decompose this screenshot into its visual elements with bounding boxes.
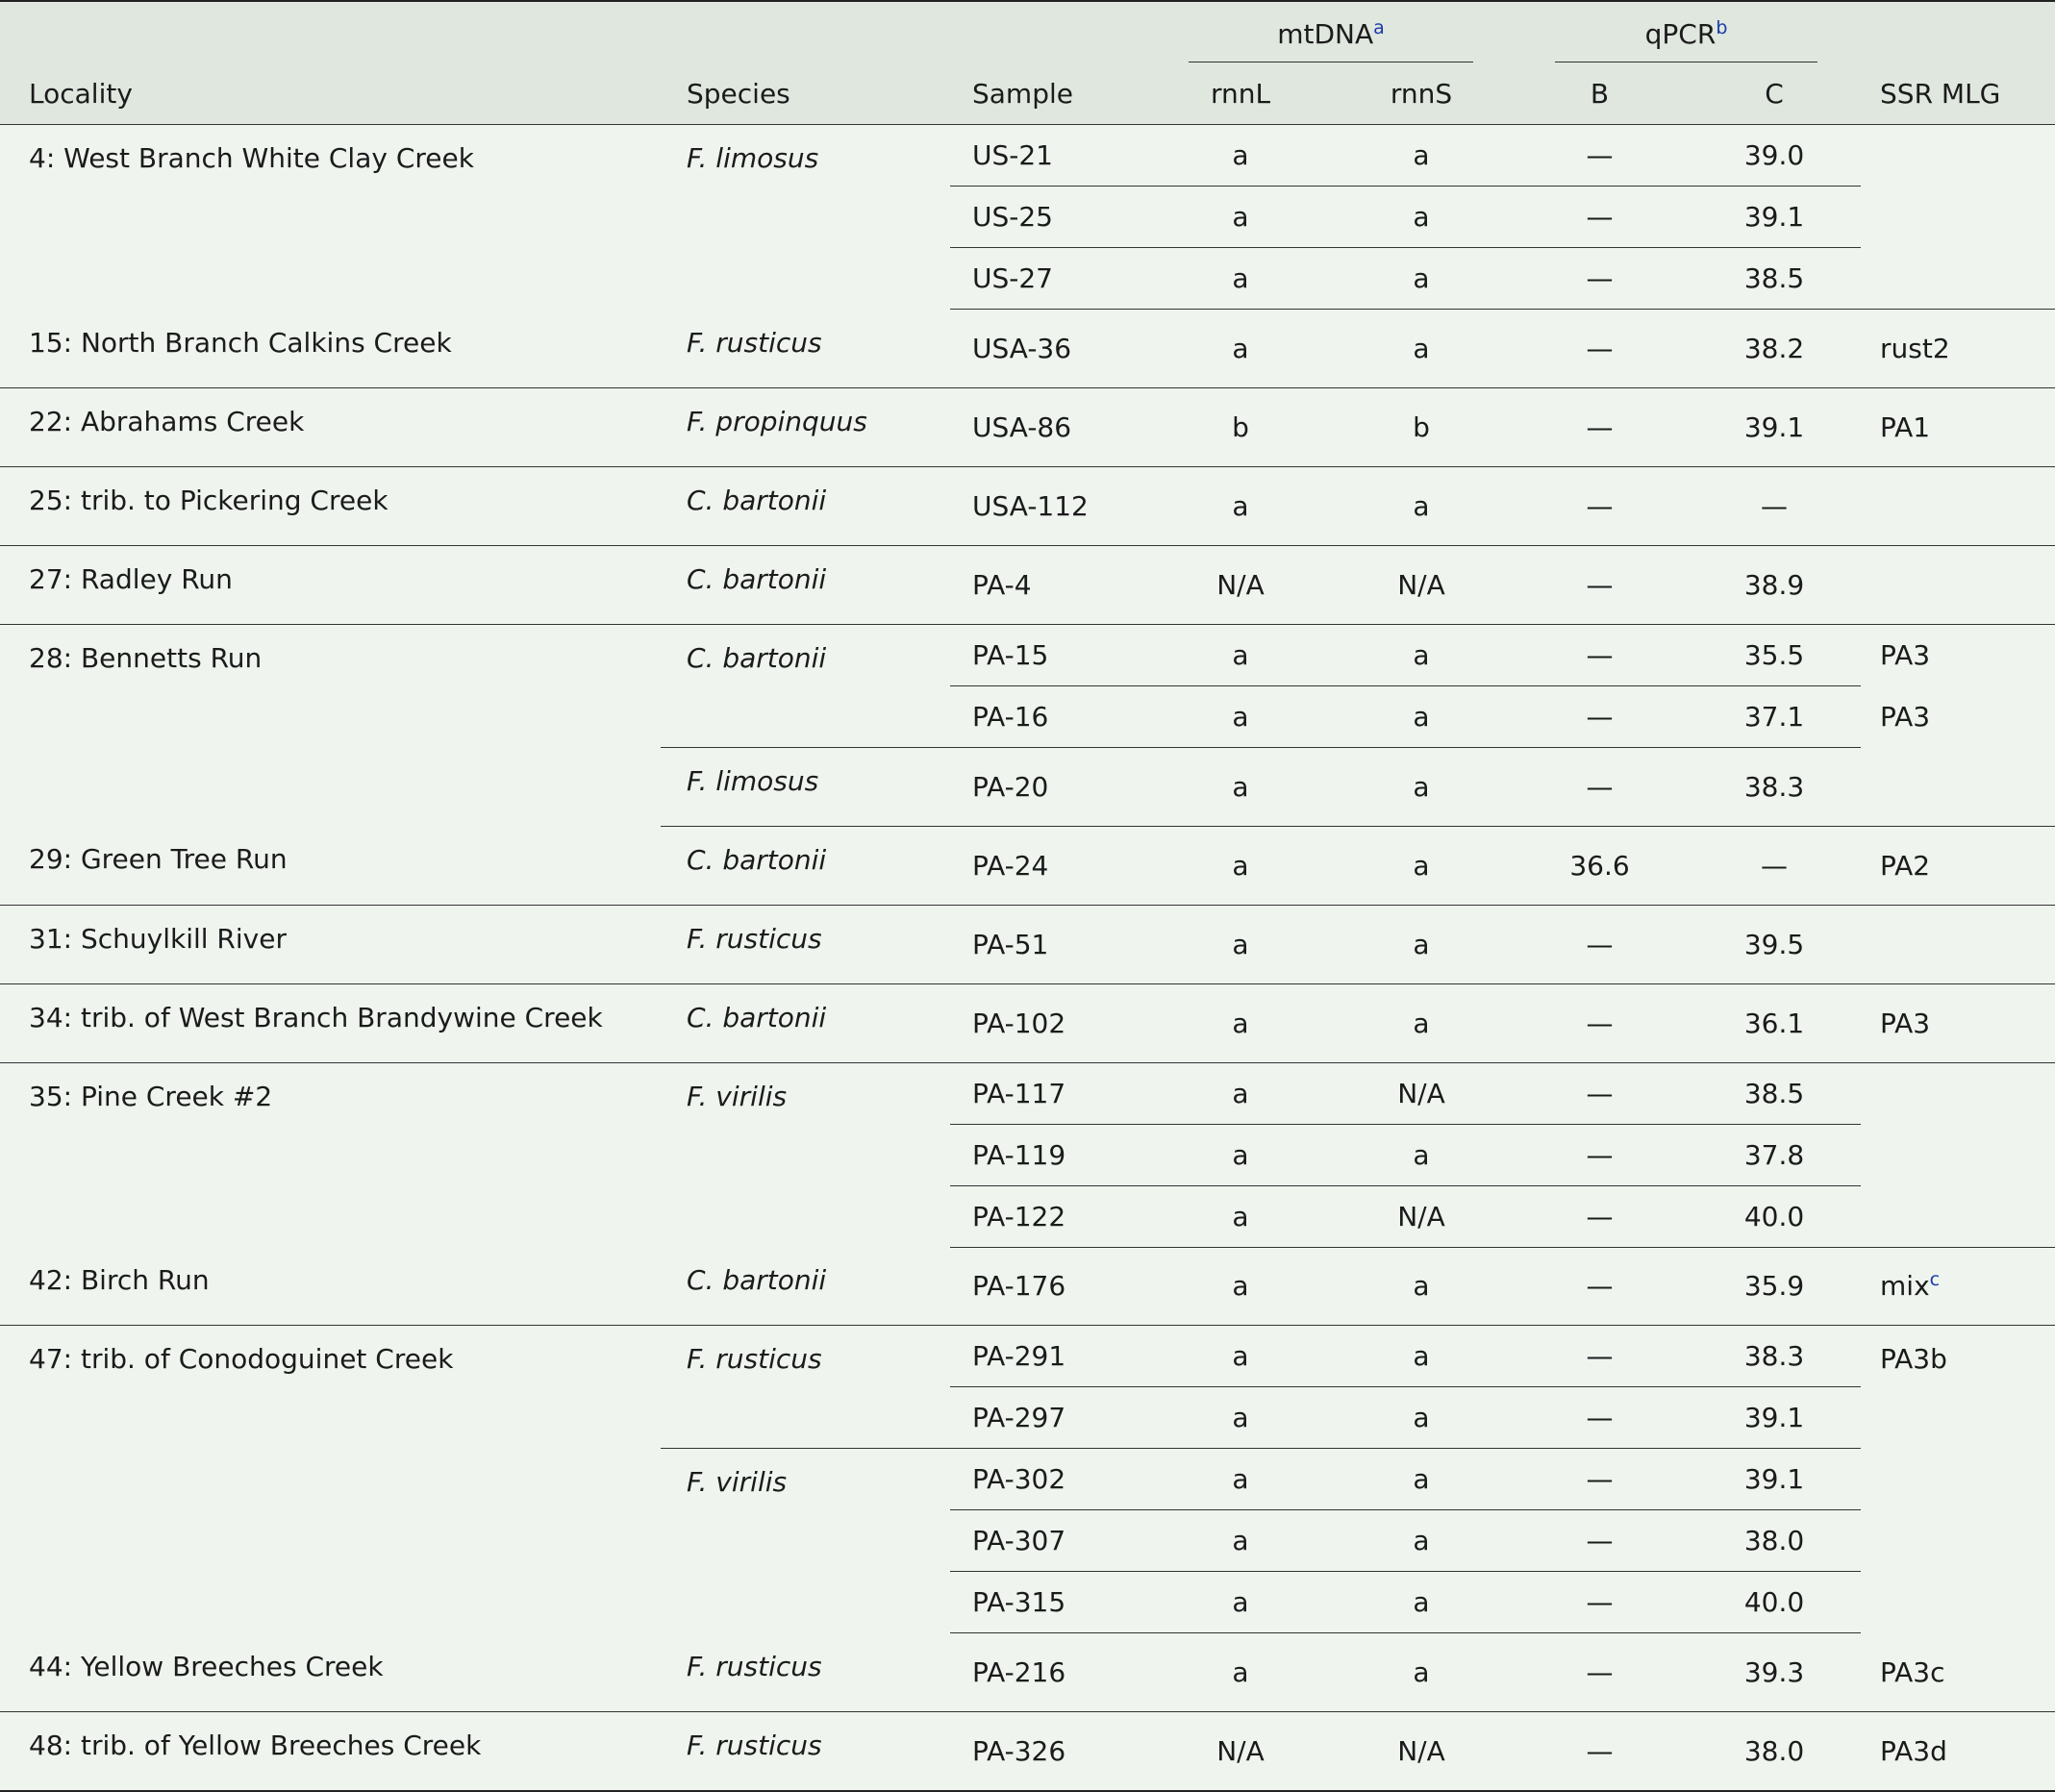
- ssr-mlg-cell: [1861, 1247, 2055, 1326]
- header-spacer: [661, 1, 950, 62]
- locality-cell: 15: North Branch Calkins Creek: [0, 310, 661, 388]
- species-cell: [661, 826, 950, 905]
- qpcr-c-cell: 39.1: [1688, 1449, 1861, 1510]
- sample-cell: PA-102: [950, 983, 1150, 1062]
- sample-cell: PA-119: [950, 1124, 1150, 1185]
- rnnl-cell: a: [1150, 685, 1331, 747]
- qpcr-c-cell: 38.2: [1688, 310, 1861, 388]
- rnnl-cell: a: [1150, 1185, 1331, 1247]
- qpcr-b-cell: —: [1512, 1633, 1688, 1712]
- rnnl-cell: a: [1150, 1326, 1331, 1387]
- ssr-mlg-cell: [1861, 125, 2055, 187]
- ssr-mlg-cell: [1861, 466, 2055, 545]
- rnns-cell: a: [1331, 310, 1512, 388]
- species-name: C. bartonii: [687, 1264, 827, 1296]
- ssr-mlg-cell: [1861, 310, 2055, 388]
- rnns-cell: a: [1331, 1387, 1512, 1449]
- qpcr-c-cell: 39.5: [1688, 905, 1861, 983]
- rnnl-cell: a: [1150, 1572, 1331, 1633]
- qpcr-b-cell: —: [1512, 624, 1688, 685]
- rnnl-cell: a: [1150, 248, 1331, 310]
- qpcr-b-cell: —: [1512, 466, 1688, 545]
- rnnl-cell: a: [1150, 187, 1331, 248]
- species-name: F. rusticus: [687, 1729, 822, 1761]
- species-name: F. virilis: [687, 1080, 788, 1112]
- table-row: [0, 1326, 2055, 1387]
- species-cell: [661, 310, 950, 388]
- rnnl-cell: a: [1150, 1633, 1331, 1712]
- species-cell: [661, 747, 950, 826]
- ssr-mlg-cell: [1861, 248, 2055, 310]
- ssr-mlg-value: PA3: [1880, 1007, 1931, 1039]
- species-cell: [661, 1449, 950, 1633]
- rnnl-cell: N/A: [1150, 1711, 1331, 1791]
- rnnl-cell: a: [1150, 1247, 1331, 1326]
- ssr-mlg-value: PA3d: [1880, 1734, 1947, 1767]
- qpcr-c-cell: 35.5: [1688, 624, 1861, 685]
- ssr-mlg-value: PA3c: [1880, 1655, 1945, 1688]
- table-row: [0, 387, 2055, 466]
- rnnl-cell: a: [1150, 466, 1331, 545]
- sample-cell: PA-315: [950, 1572, 1150, 1633]
- species-cell: [661, 125, 950, 310]
- species-cell: [661, 1247, 950, 1326]
- rnns-cell: a: [1331, 624, 1512, 685]
- qpcr-c-cell: 38.0: [1688, 1711, 1861, 1791]
- qpcr-c-cell: 40.0: [1688, 1572, 1861, 1633]
- ssr-mlg-value: PA1: [1880, 411, 1931, 443]
- ssr-mlg-cell: [1861, 1633, 2055, 1712]
- ssr-mlg-cell: [1861, 983, 2055, 1062]
- sample-cell: PA-15: [950, 624, 1150, 685]
- species-name: F. rusticus: [687, 1343, 822, 1375]
- sample-cell: US-27: [950, 248, 1150, 310]
- header-rnns: rnnS: [1331, 62, 1512, 125]
- sample-cell: US-25: [950, 187, 1150, 248]
- qpcr-b-cell: —: [1512, 1387, 1688, 1449]
- species-cell: [661, 466, 950, 545]
- rnnl-cell: a: [1150, 1510, 1331, 1572]
- qpcr-c-cell: —: [1688, 466, 1861, 545]
- sample-cell: PA-216: [950, 1633, 1150, 1712]
- qpcr-c-cell: 37.8: [1688, 1124, 1861, 1185]
- qpcr-b-cell: —: [1512, 1449, 1688, 1510]
- qpcr-c-cell: 38.3: [1688, 747, 1861, 826]
- species-name: F. limosus: [687, 142, 819, 174]
- qpcr-b-cell: —: [1512, 1572, 1688, 1633]
- rnnl-cell: a: [1150, 1062, 1331, 1124]
- header-locality: Locality: [0, 62, 661, 125]
- ssr-mlg-cell: [1861, 624, 2055, 685]
- sample-cell: PA-291: [950, 1326, 1150, 1387]
- species-name: C. bartonii: [687, 843, 827, 876]
- ssr-mlg-cell: [1861, 1711, 2055, 1791]
- species-cell: [661, 983, 950, 1062]
- qpcr-c-cell: 40.0: [1688, 1185, 1861, 1247]
- footnote-a-marker[interactable]: a: [1373, 17, 1385, 38]
- qpcr-c-cell: 36.1: [1688, 983, 1861, 1062]
- qpcr-c-cell: 37.1: [1688, 685, 1861, 747]
- qpcr-c-cell: 38.3: [1688, 1326, 1861, 1387]
- sample-cell: PA-51: [950, 905, 1150, 983]
- qpcr-b-cell: —: [1512, 1711, 1688, 1791]
- rnns-cell: N/A: [1331, 1185, 1512, 1247]
- species-cell: [661, 1711, 950, 1791]
- rnns-cell: a: [1331, 747, 1512, 826]
- rnnl-cell: a: [1150, 624, 1331, 685]
- rnns-cell: a: [1331, 1510, 1512, 1572]
- table-row: [0, 905, 2055, 983]
- table-row: [0, 125, 2055, 187]
- rnns-cell: a: [1331, 1326, 1512, 1387]
- header-qpcr-b: B: [1512, 62, 1688, 125]
- table-row: [0, 1062, 2055, 1124]
- sample-cell: PA-122: [950, 1185, 1150, 1247]
- footnote-c-marker[interactable]: c: [1929, 1269, 1941, 1291]
- rnns-cell: a: [1331, 685, 1512, 747]
- qpcr-b-cell: —: [1512, 747, 1688, 826]
- header-mtdna-label: mtDNA: [1277, 18, 1374, 50]
- header-species: Species: [661, 62, 950, 125]
- header-spacer: [1861, 1, 2055, 62]
- ssr-mlg-cell: [1861, 826, 2055, 905]
- rnnl-cell: a: [1150, 125, 1331, 187]
- qpcr-b-cell: —: [1512, 310, 1688, 388]
- rnnl-cell: a: [1150, 747, 1331, 826]
- qpcr-c-cell: 38.0: [1688, 1510, 1861, 1572]
- table-row: [0, 826, 2055, 905]
- ssr-mlg-cell: [1861, 747, 2055, 826]
- rnns-cell: N/A: [1331, 1711, 1512, 1791]
- locality-cell: 29: Green Tree Run: [0, 826, 661, 905]
- ssr-mlg-value: mix: [1880, 1270, 1930, 1303]
- ssr-mlg-value: PA3: [1880, 700, 1931, 733]
- qpcr-c-cell: 35.9: [1688, 1247, 1861, 1326]
- header-qpcr: [1512, 1, 1861, 62]
- rnns-cell: a: [1331, 1572, 1512, 1633]
- qpcr-b-cell: —: [1512, 1510, 1688, 1572]
- rnns-cell: a: [1331, 1124, 1512, 1185]
- qpcr-b-cell: —: [1512, 125, 1688, 187]
- qpcr-b-cell: —: [1512, 1124, 1688, 1185]
- header-rnnl: rnnL: [1150, 62, 1331, 125]
- species-cell: [661, 1633, 950, 1712]
- table-row: [0, 1633, 2055, 1712]
- table-row: [0, 983, 2055, 1062]
- rnns-cell: a: [1331, 187, 1512, 248]
- qpcr-b-cell: 36.6: [1512, 826, 1688, 905]
- species-name: F. rusticus: [687, 922, 822, 955]
- qpcr-b-cell: —: [1512, 685, 1688, 747]
- rnns-cell: a: [1331, 466, 1512, 545]
- header-spacer: [0, 1, 661, 62]
- rnns-cell: N/A: [1331, 545, 1512, 624]
- sample-cell: PA-176: [950, 1247, 1150, 1326]
- table-row: [0, 310, 2055, 388]
- species-cell: [661, 545, 950, 624]
- sample-cell: USA-36: [950, 310, 1150, 388]
- rnns-cell: a: [1331, 1633, 1512, 1712]
- rnnl-cell: a: [1150, 1124, 1331, 1185]
- locality-cell: 4: West Branch White Clay Creek: [0, 125, 661, 310]
- qpcr-b-cell: —: [1512, 1247, 1688, 1326]
- qpcr-c-cell: 39.1: [1688, 187, 1861, 248]
- sample-cell: PA-326: [950, 1711, 1150, 1791]
- table-row: [0, 545, 2055, 624]
- qpcr-c-cell: 38.5: [1688, 1062, 1861, 1124]
- locality-cell: 47: trib. of Conodoguinet Creek: [0, 1326, 661, 1633]
- rnnl-cell: a: [1150, 1449, 1331, 1510]
- table-row: [0, 624, 2055, 685]
- locality-cell: 35: Pine Creek #2: [0, 1062, 661, 1247]
- qpcr-c-cell: 39.1: [1688, 1387, 1861, 1449]
- ssr-mlg-cell: [1861, 905, 2055, 983]
- locality-cell: 44: Yellow Breeches Creek: [0, 1633, 661, 1712]
- species-cell: [661, 1326, 950, 1449]
- sample-cell: PA-117: [950, 1062, 1150, 1124]
- rnns-cell: N/A: [1331, 1062, 1512, 1124]
- rnns-cell: a: [1331, 1247, 1512, 1326]
- table-row: [0, 1711, 2055, 1791]
- locality-cell: 27: Radley Run: [0, 545, 661, 624]
- sample-cell: PA-307: [950, 1510, 1150, 1572]
- qpcr-c-cell: 39.1: [1688, 387, 1861, 466]
- rnns-cell: a: [1331, 826, 1512, 905]
- qpcr-c-cell: 39.3: [1688, 1633, 1861, 1712]
- ssr-mlg-cell: [1861, 387, 2055, 466]
- rnnl-cell: a: [1150, 826, 1331, 905]
- sample-cell: PA-297: [950, 1387, 1150, 1449]
- ssr-mlg-cell: [1861, 1124, 2055, 1185]
- rnnl-cell: b: [1150, 387, 1331, 466]
- header-qpcr-label: qPCR: [1644, 18, 1717, 50]
- rnnl-cell: a: [1150, 310, 1331, 388]
- qpcr-b-cell: —: [1512, 983, 1688, 1062]
- species-cell: [661, 1062, 950, 1247]
- sample-cell: PA-24: [950, 826, 1150, 905]
- locality-cell: 25: trib. to Pickering Creek: [0, 466, 661, 545]
- species-name: C. bartonii: [687, 562, 827, 595]
- rnnl-cell: a: [1150, 1387, 1331, 1449]
- table-row: [0, 1247, 2055, 1326]
- locality-cell: 34: trib. of West Branch Brandywine Creek: [0, 983, 661, 1062]
- ssr-mlg-cell: PA3b: [1861, 1326, 2055, 1633]
- qpcr-c-cell: 38.9: [1688, 545, 1861, 624]
- species-name: F. rusticus: [687, 326, 822, 359]
- rnnl-cell: N/A: [1150, 545, 1331, 624]
- qpcr-b-cell: —: [1512, 905, 1688, 983]
- locality-cell: 48: trib. of Yellow Breeches Creek: [0, 1711, 661, 1791]
- qpcr-b-cell: —: [1512, 187, 1688, 248]
- locality-cell: 42: Birch Run: [0, 1247, 661, 1326]
- ssr-mlg-cell: [1861, 187, 2055, 248]
- rnns-cell: b: [1331, 387, 1512, 466]
- qpcr-b-cell: —: [1512, 1326, 1688, 1387]
- header-ssr-mlg: SSR MLG: [1861, 62, 2055, 125]
- table-row: [0, 466, 2055, 545]
- sample-cell: PA-16: [950, 685, 1150, 747]
- ssr-mlg-value: PA3: [1880, 638, 1931, 671]
- qpcr-b-cell: —: [1512, 1062, 1688, 1124]
- header-spacer: [950, 1, 1150, 62]
- species-name: C. bartonii: [687, 641, 827, 674]
- qpcr-b-cell: —: [1512, 545, 1688, 624]
- locality-cell: 22: Abrahams Creek: [0, 387, 661, 466]
- ssr-mlg-cell: [1861, 685, 2055, 747]
- header-sample: Sample: [950, 62, 1150, 125]
- sample-cell: PA-20: [950, 747, 1150, 826]
- qpcr-b-cell: —: [1512, 248, 1688, 310]
- sample-cell: US-21: [950, 125, 1150, 187]
- qpcr-c-cell: 38.5: [1688, 248, 1861, 310]
- species-cell: [661, 624, 950, 747]
- header-mtdna: [1150, 1, 1512, 62]
- ssr-mlg-cell: [1861, 1062, 2055, 1124]
- rnns-cell: a: [1331, 983, 1512, 1062]
- sample-cell: PA-302: [950, 1449, 1150, 1510]
- species-name: F. limosus: [687, 764, 819, 797]
- table-body: [0, 125, 2055, 1791]
- sample-cell: USA-112: [950, 466, 1150, 545]
- species-name: F. virilis: [687, 1466, 788, 1498]
- sample-cell: PA-4: [950, 545, 1150, 624]
- species-cell: [661, 905, 950, 983]
- rnnl-cell: a: [1150, 983, 1331, 1062]
- ssr-mlg-cell: [1861, 545, 2055, 624]
- qpcr-c-cell: 39.0: [1688, 125, 1861, 187]
- rnns-cell: a: [1331, 248, 1512, 310]
- rnnl-cell: a: [1150, 905, 1331, 983]
- rnns-cell: a: [1331, 905, 1512, 983]
- qpcr-b-cell: —: [1512, 387, 1688, 466]
- species-name: F. rusticus: [687, 1650, 822, 1682]
- locality-cell: 31: Schuylkill River: [0, 905, 661, 983]
- ssr-mlg-value: rust2: [1880, 332, 1950, 364]
- footnote-b-marker[interactable]: b: [1716, 17, 1728, 38]
- species-cell: [661, 387, 950, 466]
- species-name: C. bartonii: [687, 1001, 827, 1033]
- ssr-mlg-cell: [1861, 1185, 2055, 1247]
- locality-cell: 28: Bennetts Run: [0, 624, 661, 826]
- species-name: C. bartonii: [687, 484, 827, 516]
- ssr-mlg-value: PA2: [1880, 849, 1931, 882]
- rnns-cell: a: [1331, 1449, 1512, 1510]
- rnns-cell: a: [1331, 125, 1512, 187]
- header-qpcr-c: C: [1688, 62, 1861, 125]
- sample-cell: USA-86: [950, 387, 1150, 466]
- qpcr-c-cell: —: [1688, 826, 1861, 905]
- qpcr-b-cell: —: [1512, 1185, 1688, 1247]
- species-name: F. propinquus: [687, 405, 867, 437]
